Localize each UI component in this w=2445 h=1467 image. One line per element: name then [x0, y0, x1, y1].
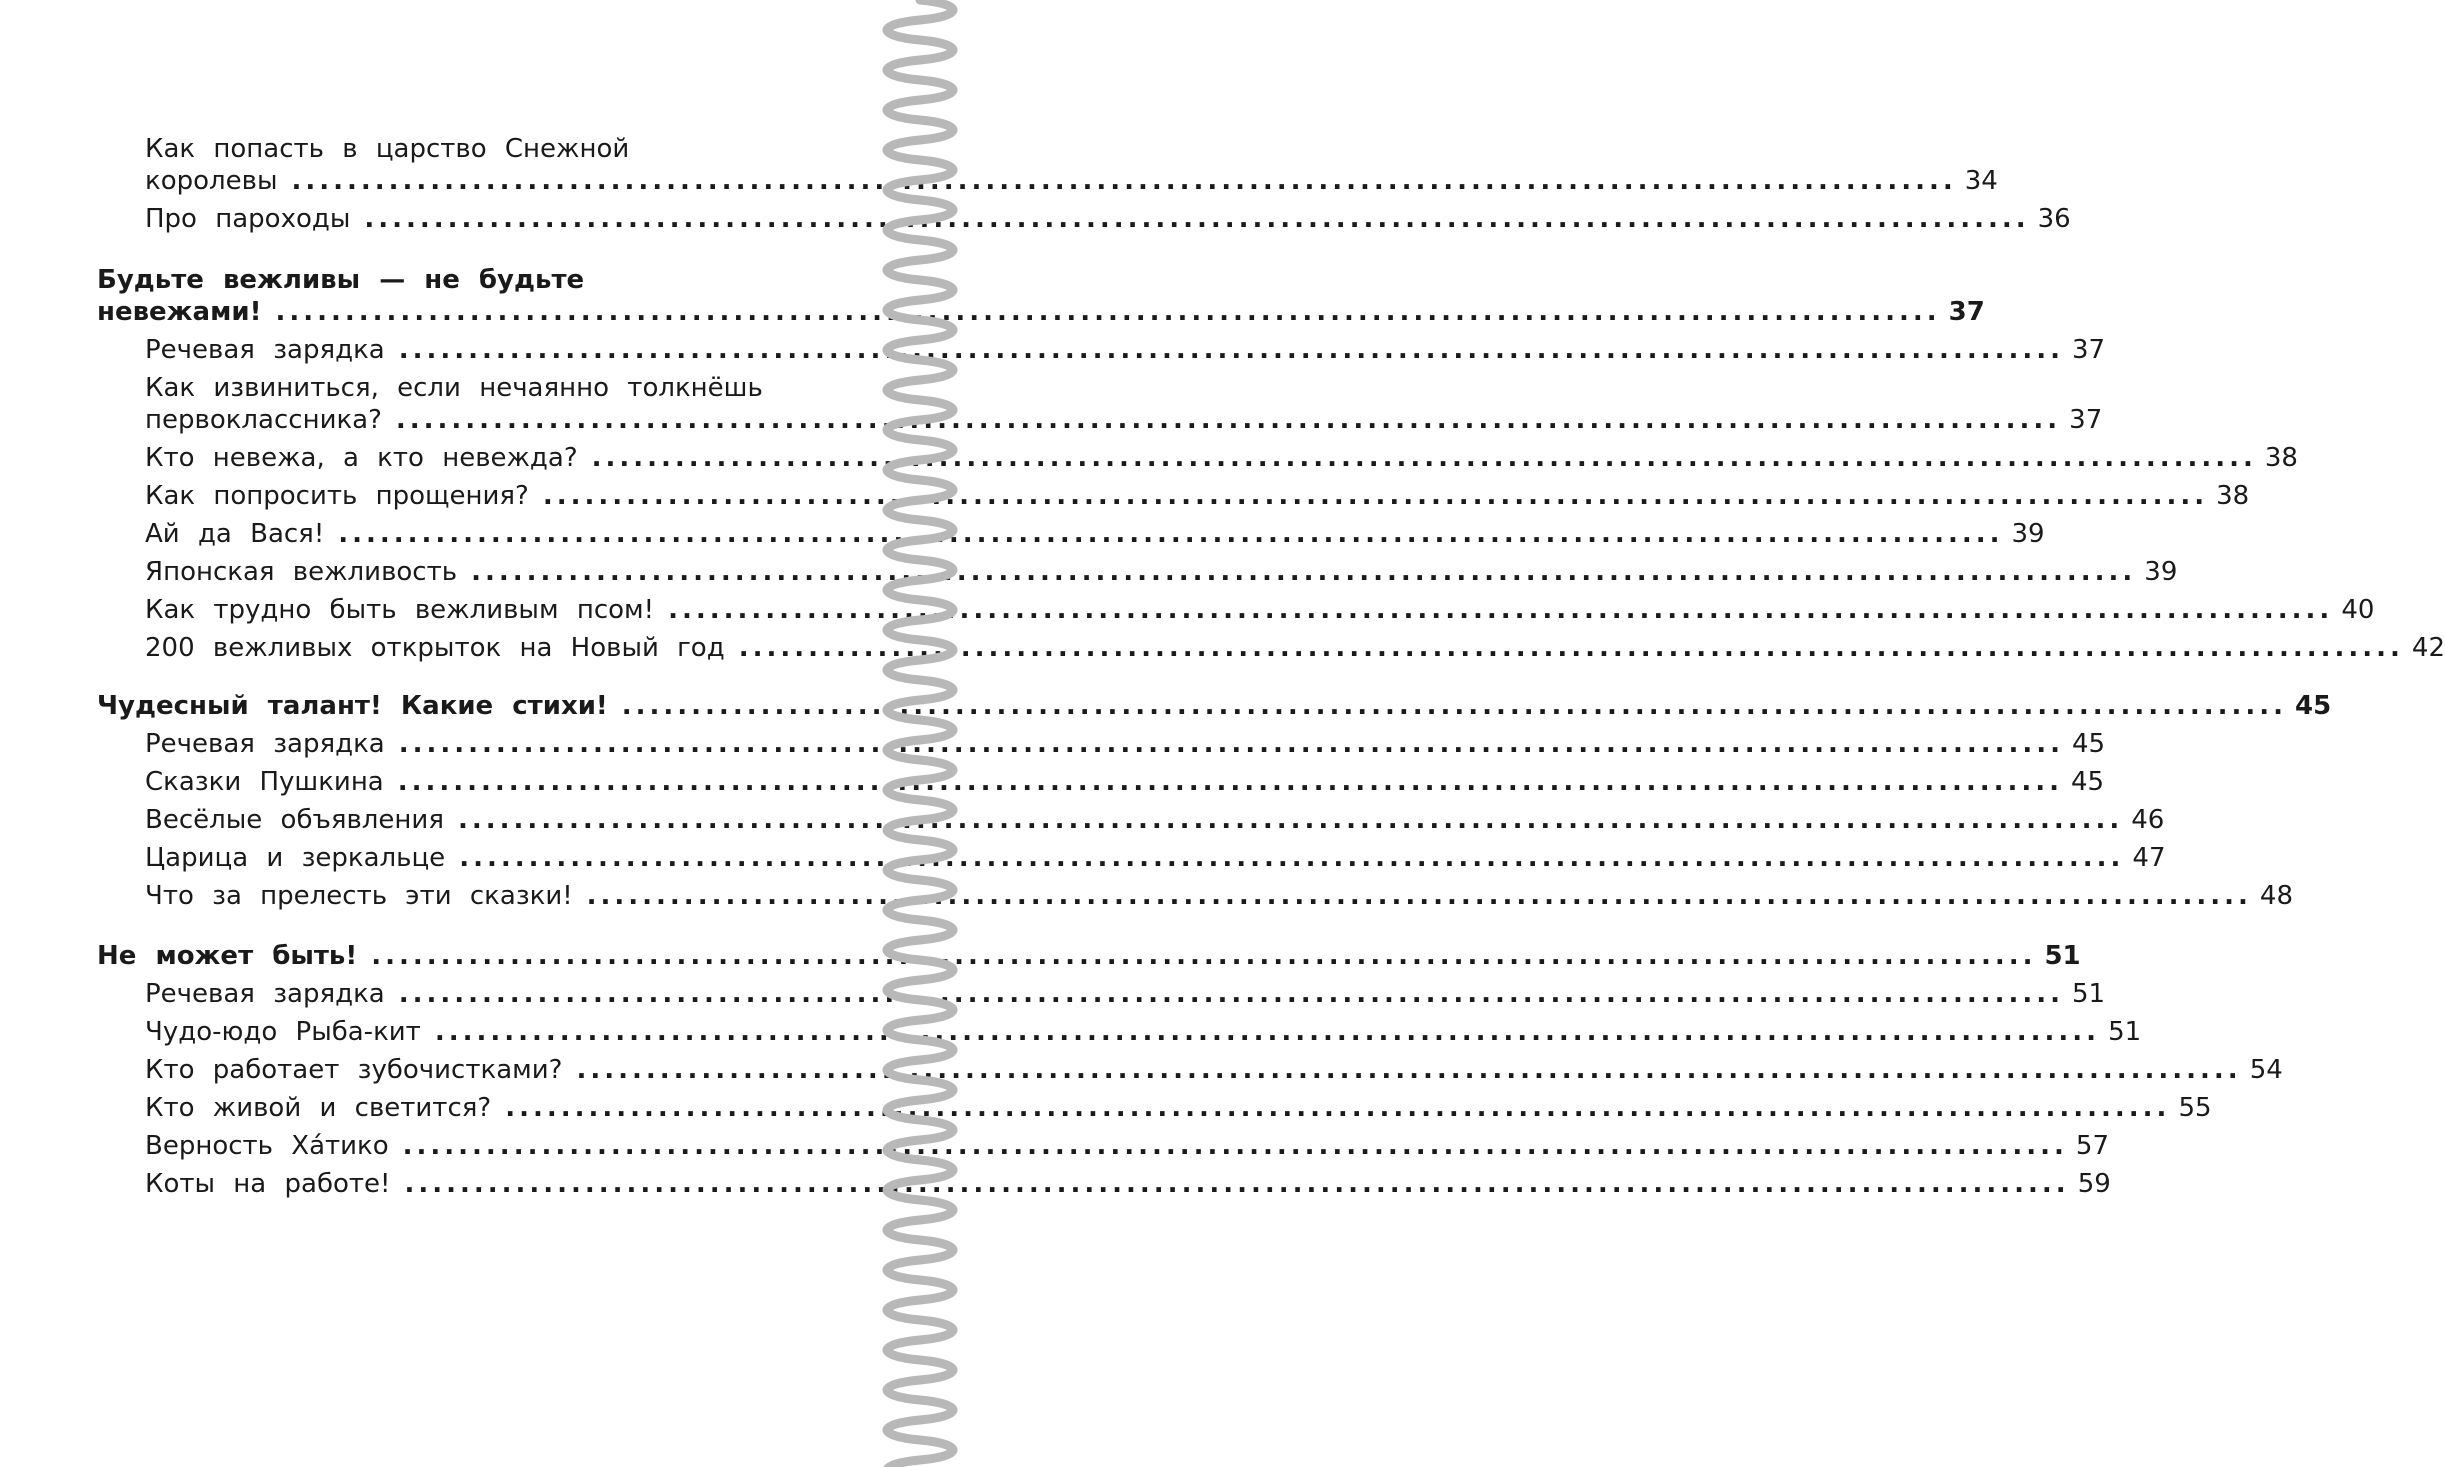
- toc-entry-text: Верность Xáтико: [145, 1131, 389, 1161]
- toc-entry-text: Как извиниться, если нечаянно толкнёшь: [145, 373, 763, 403]
- section-title-text: Будьте вежливы — не будьте: [97, 265, 585, 295]
- section-title: [97, 687, 2332, 725]
- dot-leader: ........................................................................................................................: [275, 297, 1941, 327]
- dot-leader: ........................................................................................................................: [542, 481, 2209, 511]
- wavy-border-ornament: [840, 0, 1000, 1467]
- page-number: 48: [2259, 881, 2293, 911]
- toc-entry: [145, 553, 2178, 591]
- toc-entry-text: Кто невежа, а кто невежда?: [145, 443, 578, 473]
- section-title: [97, 293, 1985, 331]
- page-number: 40: [2341, 595, 2375, 625]
- dot-leader: ........................................................................................................................: [738, 633, 2404, 663]
- toc-entry: [145, 477, 2250, 515]
- dot-leader: ........................................................................................................................: [398, 979, 2064, 1009]
- dot-leader: ........................................................................................................................: [621, 691, 2288, 721]
- toc-entry-text: Коты на работе!: [145, 1169, 391, 1199]
- toc-entry: [145, 439, 2298, 477]
- toc-entry: [145, 725, 2106, 763]
- dot-leader: ........................................................................................................................: [395, 405, 2062, 435]
- toc-entry: [145, 515, 2045, 553]
- toc-entry-text: Ай да Вася!: [145, 519, 325, 549]
- page-number: 51: [2044, 941, 2081, 971]
- dot-leader: ........................................................................................................................: [576, 1055, 2242, 1085]
- dot-leader: ........................................................................................................................: [402, 1131, 2068, 1161]
- toc-entry-text: Как попросить прощения?: [145, 481, 529, 511]
- toc-entry: [145, 801, 2165, 839]
- page-number: 55: [2178, 1093, 2212, 1123]
- toc-entry-text: 200 вежливых открыток на Новый год: [145, 633, 725, 663]
- toc-entry-text: первоклассника?: [145, 405, 382, 435]
- page-number: 51: [2071, 979, 2106, 1009]
- dot-leader: ........................................................................................................................: [668, 595, 2334, 625]
- page-number: 38: [2264, 443, 2298, 473]
- page-number: 42: [2411, 633, 2445, 663]
- page-number: 37: [1948, 297, 1985, 327]
- dot-leader: ........................................................................................................................: [457, 805, 2124, 835]
- toc-entry-text: Как трудно быть вежливым псом!: [145, 595, 655, 625]
- toc-entry-text: королевы: [145, 166, 278, 196]
- page-number: 38: [2216, 481, 2250, 511]
- dot-leader: ........................................................................................................................: [291, 166, 1957, 196]
- page-number: 57: [2075, 1131, 2109, 1161]
- section-title: [97, 937, 2081, 975]
- toc-entry-text: Про пароходы: [145, 204, 351, 234]
- toc-entry: [145, 162, 1998, 200]
- page-number: 39: [2011, 519, 2045, 549]
- page-number: 45: [2070, 767, 2105, 797]
- section-title-text: невежами!: [97, 297, 262, 327]
- toc-entry-text: Как попасть в царство Снежной: [145, 134, 630, 164]
- toc-entry: [145, 975, 2106, 1013]
- page-number: 45: [2295, 691, 2332, 721]
- toc-entry: [145, 200, 2071, 238]
- page-number: 36: [2037, 204, 2071, 234]
- dot-leader: ........................................................................................................................: [459, 843, 2125, 873]
- toc-entry: [145, 1013, 2142, 1051]
- page-number: 54: [2249, 1055, 2283, 1085]
- toc-entry: [145, 1165, 2111, 1203]
- toc-entry-text: Речевая зарядка: [145, 729, 385, 759]
- toc-entry-text: Японская вежливость: [145, 557, 458, 587]
- dot-leader: ........................................................................................................................: [471, 557, 2137, 587]
- page-number: 47: [2132, 843, 2166, 873]
- page-number: 34: [1964, 166, 1998, 196]
- toc-entry-text: Чудо-юдо Рыба-кит: [145, 1017, 421, 1047]
- dot-leader: ........................................................................................................................: [398, 729, 2064, 759]
- page-number: 39: [2144, 557, 2178, 587]
- dot-leader: ........................................................................................................................: [371, 941, 2037, 971]
- dot-leader: ........................................................................................................................: [505, 1093, 2171, 1123]
- toc-entry: [145, 401, 2103, 439]
- toc-entry-text: Речевая зарядка: [145, 335, 385, 365]
- page-number: 45: [2071, 729, 2106, 759]
- toc-entry-text: Кто работает зубочистками?: [145, 1055, 563, 1085]
- page-number: 37: [2071, 335, 2106, 365]
- toc-entry-text: Царица и зеркальце: [145, 843, 446, 873]
- dot-leader: ........................................................................................................................: [434, 1017, 2101, 1047]
- toc-entry-text: Сказки Пушкина: [145, 767, 384, 797]
- toc-entry: [145, 591, 2375, 629]
- toc-entry-text: Что за прелесть эти сказки!: [145, 881, 573, 911]
- page-number: 51: [2108, 1017, 2142, 1047]
- dot-leader: ........................................................................................................................: [397, 767, 2063, 797]
- toc-entry: [145, 763, 2105, 801]
- dot-leader: ........................................................................................................................: [404, 1169, 2070, 1199]
- dot-leader: ........................................................................................................................: [398, 335, 2064, 365]
- toc-entry: [145, 1127, 2109, 1165]
- section-title-text: Не может быть!: [97, 941, 358, 971]
- dot-leader: ........................................................................................................................: [364, 204, 2030, 234]
- section-title-text: Чудесный талант! Какие стихи!: [97, 691, 608, 721]
- toc-entry-text: Кто живой и светится?: [145, 1093, 492, 1123]
- dot-leader: ........................................................................................................................: [338, 519, 2004, 549]
- page-number: 37: [2069, 405, 2103, 435]
- page-number: 59: [2077, 1169, 2111, 1199]
- dot-leader: ........................................................................................................................: [591, 443, 2257, 473]
- toc-entry: [145, 629, 2445, 667]
- toc-entry-text: Весёлые объявления: [145, 805, 444, 835]
- dot-leader: ........................................................................................................................: [586, 881, 2252, 911]
- toc-entry: [145, 839, 2166, 877]
- toc-entry: [145, 877, 2293, 915]
- toc-entry: [145, 1051, 2283, 1089]
- toc-entry: [145, 1089, 2212, 1127]
- toc-entry: [145, 331, 2106, 369]
- toc-entry-text: Речевая зарядка: [145, 979, 385, 1009]
- page-number: 46: [2131, 805, 2165, 835]
